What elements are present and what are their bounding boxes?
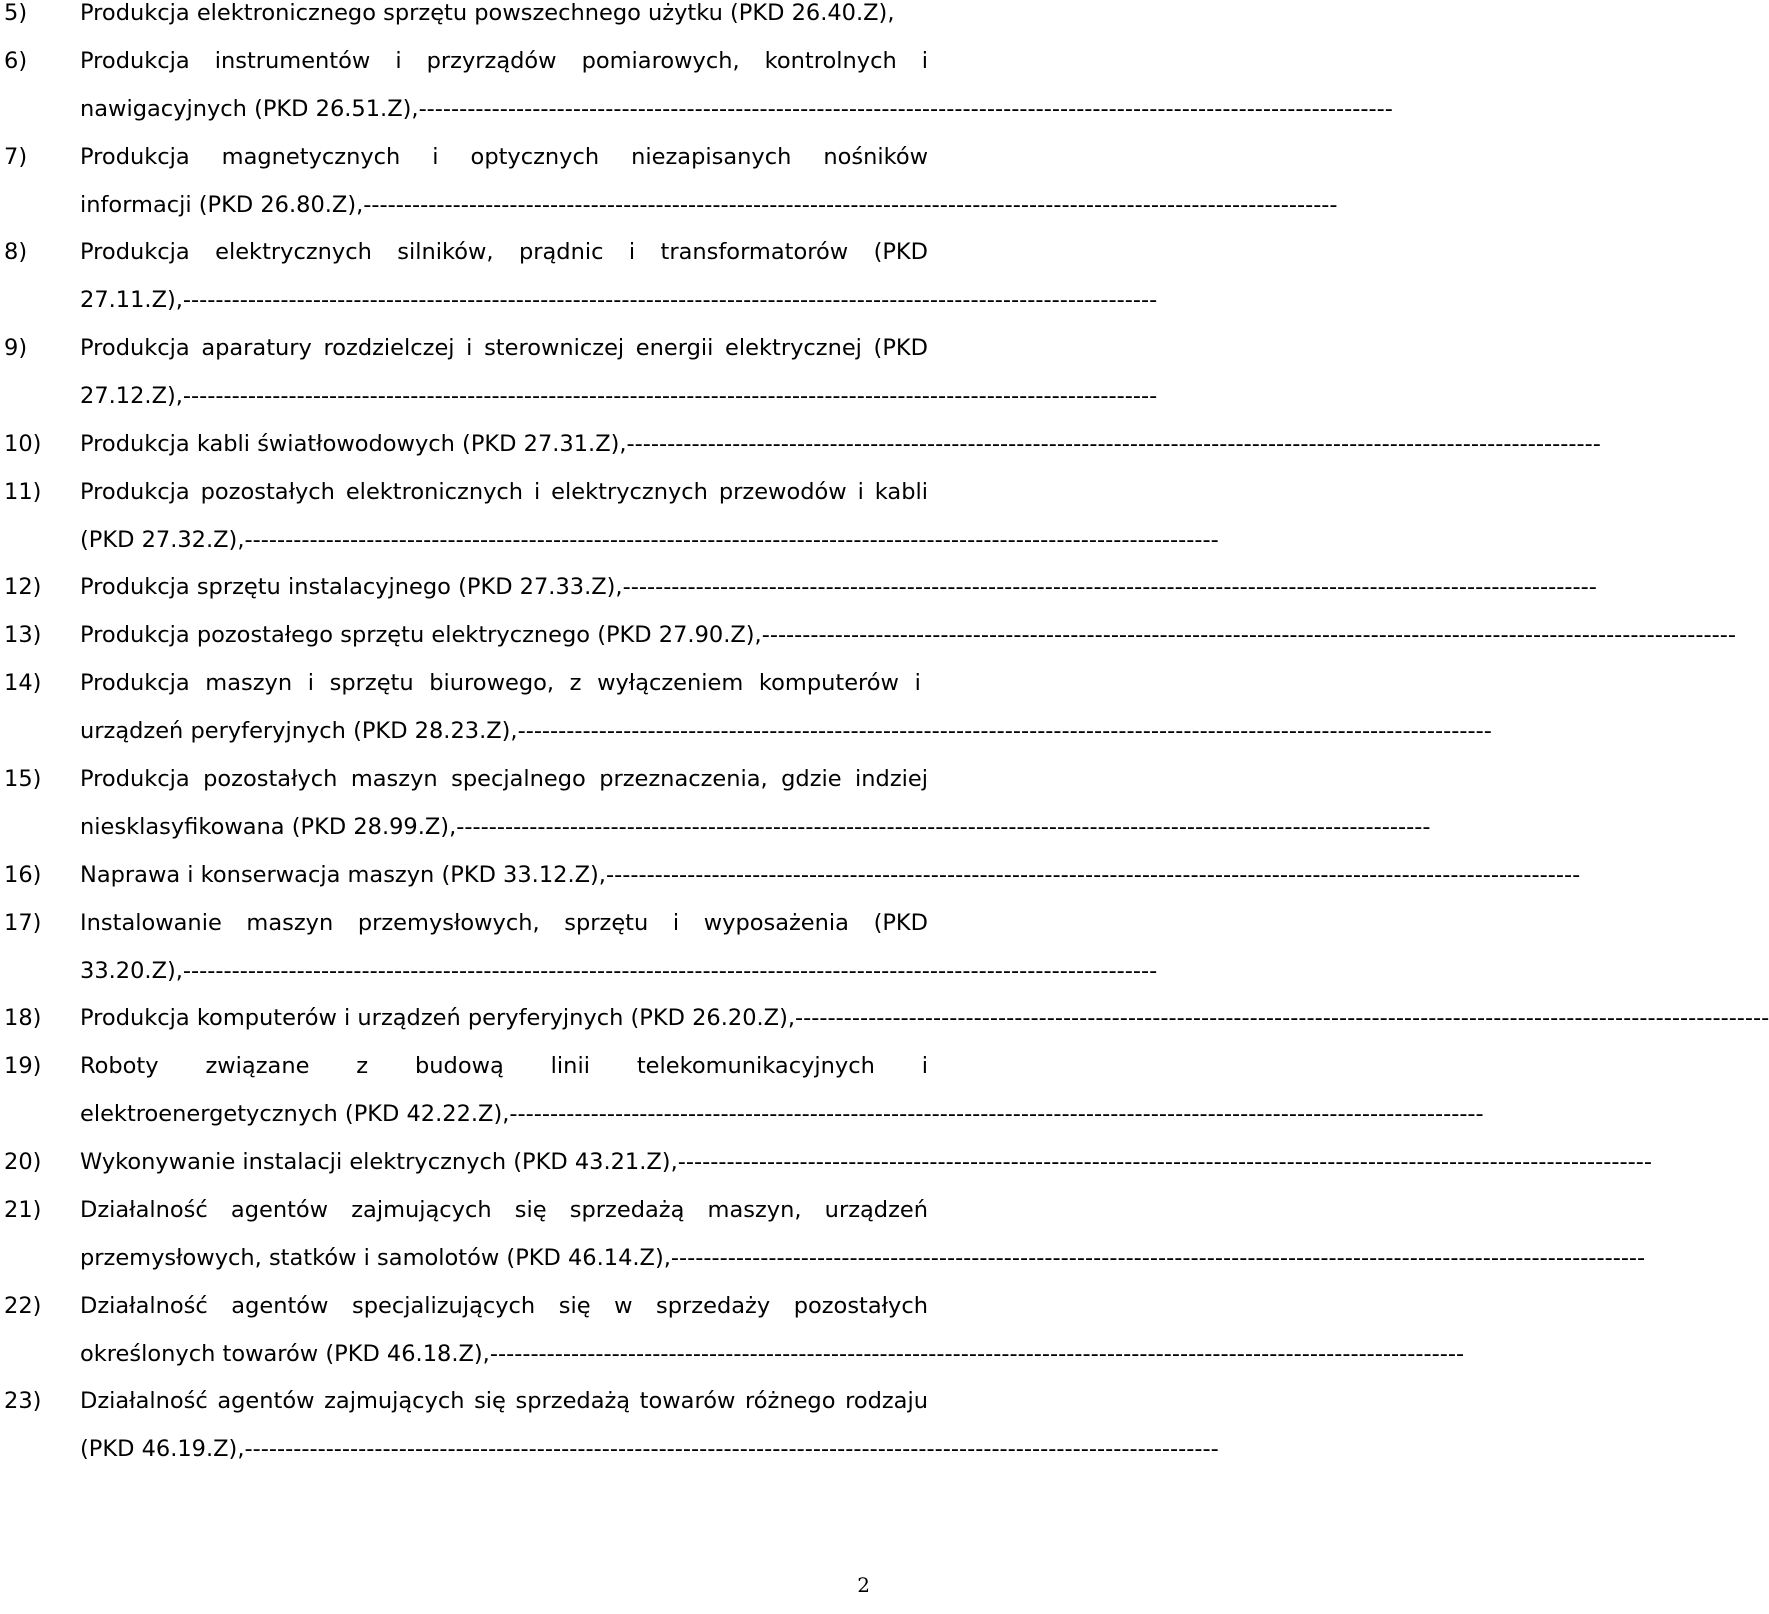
list-item-text: [80, 851, 1581, 899]
text-line: [80, 707, 1492, 755]
text-line: [80, 228, 928, 276]
dash-leader: ------------------------------------------------------------------------------------------------------------------------: [182, 382, 1158, 409]
dash-leader: ------------------------------------------------------------------------------------------------------------------------: [795, 1005, 1769, 1032]
text-line: [80, 563, 1597, 611]
list-item-text: [80, 1138, 1653, 1186]
list-item-number: 23): [4, 1388, 42, 1415]
text-line: [80, 899, 928, 947]
text-line: [80, 516, 1219, 564]
list-item: [4, 1377, 1219, 1473]
list-item: [4, 1042, 1484, 1138]
text-line-content: przemysłowych, statków i samolotów (PKD 46.14.Z),: [80, 1244, 671, 1271]
list-item: [4, 228, 1158, 324]
text-line: [80, 611, 1736, 659]
text-line-content: Roboty związane z budową linii telekomunikacyjnych i: [80, 1053, 928, 1080]
text-line: [80, 851, 1581, 899]
dash-leader: ------------------------------------------------------------------------------------------------------------------------: [418, 96, 1393, 122]
dash-leader: ------------------------------------------------------------------------------------------------------------------------: [670, 1244, 1646, 1271]
text-line-content: Produkcja elektronicznego sprzętu powszechnego użytku (PKD 26.40.Z),: [80, 0, 895, 26]
text-line-content: informacji (PKD 26.80.Z),: [80, 191, 364, 218]
list-item-text: [80, 0, 928, 37]
dash-leader: ------------------------------------------------------------------------------------------------------------------------: [761, 622, 1736, 649]
text-line: [80, 1282, 928, 1330]
list-item-text: [80, 899, 1158, 995]
list-item: [4, 611, 1736, 659]
list-item-number: 8): [4, 239, 28, 266]
list-item-text: [80, 37, 1393, 133]
text-line-content: Produkcja pozostałego sprzętu elektrycznego (PKD 27.90.Z),: [80, 622, 762, 649]
list-item-text: [80, 611, 1736, 659]
text-line: [80, 324, 928, 372]
list-item: [4, 468, 1219, 564]
text-line: [80, 372, 1158, 420]
text-line-content: Produkcja magnetycznych i optycznych niezapisanych nośników: [80, 143, 928, 170]
text-line-content: Produkcja aparatury rozdzielczej i sterowniczej energii elektrycznej (PKD: [80, 334, 928, 361]
list-item: [4, 1186, 1646, 1282]
list-item-number: 11): [4, 478, 42, 505]
dash-leader: ------------------------------------------------------------------------------------------------------------------------: [456, 813, 1431, 840]
list-item-number: 14): [4, 670, 42, 697]
text-line-content: Produkcja pozostałych maszyn specjalnego przeznaczenia, gdzie indziej: [80, 765, 928, 792]
list-item: [4, 133, 1338, 229]
dash-leader: ------------------------------------------------------------------------------------------------------------------------: [509, 1101, 1484, 1128]
list-item-text: [80, 228, 1158, 324]
list-item: [4, 899, 1158, 995]
text-line-content: (PKD 27.32.Z),: [80, 526, 245, 553]
list-item: [4, 324, 1158, 420]
text-line-content: (PKD 46.19.Z),: [80, 1436, 245, 1463]
text-line: [80, 1377, 928, 1425]
list-item-text: [80, 755, 1431, 851]
list-item: [4, 563, 1597, 611]
list-item-number: 6): [4, 48, 28, 74]
text-line: [80, 1090, 1484, 1138]
list-item: [4, 659, 1492, 755]
text-line: [80, 181, 1338, 229]
text-line: [80, 276, 1158, 324]
text-line: [80, 994, 1769, 1042]
list-item-number: 20): [4, 1148, 42, 1175]
list-item: [4, 851, 1581, 899]
text-line-content: Produkcja instrumentów i przyrządów pomiarowych, kontrolnych i: [80, 48, 928, 74]
text-line: [80, 133, 928, 181]
dash-leader: ------------------------------------------------------------------------------------------------------------------------: [517, 718, 1492, 745]
page-number: 2: [857, 1573, 870, 1597]
text-line: [80, 1138, 1653, 1186]
dash-leader: ------------------------------------------------------------------------------------------------------------------------: [605, 861, 1581, 888]
list-item-number: 19): [4, 1053, 42, 1080]
list-item: [4, 1138, 1653, 1186]
dash-leader: ------------------------------------------------------------------------------------------------------------------------: [622, 574, 1597, 601]
text-line-content: Działalność agentów specjalizujących się w sprzedaży pozostałych: [80, 1292, 928, 1319]
text-line: [80, 1330, 1465, 1378]
text-line: [80, 1186, 928, 1234]
dash-leader: ------------------------------------------------------------------------------------------------------------------------: [244, 526, 1219, 553]
list-item: [4, 420, 1601, 468]
list-item-text: [80, 1282, 1465, 1378]
list-item-text: [80, 659, 1492, 755]
dash-leader: ------------------------------------------------------------------------------------------------------------------------: [677, 1148, 1653, 1175]
text-line-content: Produkcja elektrycznych silników, prądnic i transformatorów (PKD: [80, 239, 928, 266]
list-item-number: 10): [4, 430, 42, 457]
list-item-text: [80, 1042, 1484, 1138]
list-item-number: 12): [4, 574, 42, 601]
list-item-text: [80, 1186, 1646, 1282]
text-line-content: nawigacyjnych (PKD 26.51.Z),: [80, 96, 419, 122]
list-item-text: [80, 563, 1597, 611]
text-line: [80, 803, 1431, 851]
text-line: [80, 0, 928, 37]
list-item-text: [80, 324, 1158, 420]
text-line: [80, 85, 1393, 133]
text-line-content: Instalowanie maszyn przemysłowych, sprzętu i wyposażenia (PKD: [80, 909, 928, 936]
list-item-text: [80, 468, 1219, 564]
dash-leader: ------------------------------------------------------------------------------------------------------------------------: [489, 1340, 1465, 1367]
text-line-content: Produkcja komputerów i urządzeń peryferyjnych (PKD 26.20.Z),: [80, 1005, 796, 1032]
dash-leader: ------------------------------------------------------------------------------------------------------------------------: [182, 957, 1158, 984]
text-line-content: Działalność agentów zajmujących się sprzedażą towarów różnego rodzaju: [80, 1388, 928, 1415]
text-line-content: określonych towarów (PKD 46.18.Z),: [80, 1340, 490, 1367]
list-item-number: 21): [4, 1196, 42, 1223]
list-item-text: [80, 1377, 1219, 1473]
list-item: [4, 755, 1431, 851]
text-line-content: Produkcja sprzętu instalacyjnego (PKD 27.33.Z),: [80, 574, 623, 601]
dash-leader: ------------------------------------------------------------------------------------------------------------------------: [182, 287, 1158, 314]
list-item-number: 5): [4, 0, 28, 26]
list-item-text: [80, 420, 1601, 468]
list-item-number: 17): [4, 909, 42, 936]
list-item: [4, 994, 1769, 1042]
text-line: [80, 37, 928, 85]
text-line-content: niesklasyfikowana (PKD 28.99.Z),: [80, 813, 457, 840]
text-line-content: Produkcja pozostałych elektronicznych i elektrycznych przewodów i kabli: [80, 478, 928, 505]
text-line-content: elektroenergetycznych (PKD 42.22.Z),: [80, 1101, 510, 1128]
text-line: [80, 1042, 928, 1090]
dash-leader: ------------------------------------------------------------------------------------------------------------------------: [626, 430, 1601, 457]
text-line: [80, 468, 928, 516]
text-line: [80, 420, 1601, 468]
list-item-number: 13): [4, 622, 42, 649]
text-line-content: Działalność agentów zajmujących się sprzedażą maszyn, urządzeń: [80, 1196, 928, 1223]
text-line: [80, 755, 928, 803]
text-line-content: 27.11.Z),: [80, 287, 183, 314]
text-line-content: Produkcja maszyn i sprzętu biurowego, z wyłączeniem komputerów i: [80, 670, 921, 697]
list-item: [4, 0, 928, 37]
list-item-text: [80, 133, 1338, 229]
text-line: [80, 1425, 1219, 1473]
text-line-content: Naprawa i konserwacja maszyn (PKD 33.12.Z),: [80, 861, 606, 888]
list-item-text: [80, 994, 1769, 1042]
list-item-number: 18): [4, 1005, 42, 1032]
list-item-number: 16): [4, 861, 42, 888]
list-item-number: 15): [4, 765, 42, 792]
text-line: [80, 1234, 1646, 1282]
dash-leader: ------------------------------------------------------------------------------------------------------------------------: [363, 191, 1338, 218]
list-item-number: 9): [4, 334, 28, 361]
dash-leader: ------------------------------------------------------------------------------------------------------------------------: [244, 1436, 1219, 1463]
list-item-number: 7): [4, 143, 28, 170]
list-item: [4, 37, 1393, 133]
text-line-content: Produkcja kabli światłowodowych (PKD 27.31.Z),: [80, 430, 627, 457]
list-item: [4, 1282, 1465, 1378]
text-line-content: urządzeń peryferyjnych (PKD 28.23.Z),: [80, 718, 518, 745]
text-line-content: 33.20.Z),: [80, 957, 183, 984]
text-line-content: 27.12.Z),: [80, 382, 183, 409]
text-line-content: Wykonywanie instalacji elektrycznych (PKD 43.21.Z),: [80, 1148, 678, 1175]
list-item-number: 22): [4, 1292, 42, 1319]
text-line: [80, 659, 928, 707]
text-line: [80, 947, 1158, 995]
